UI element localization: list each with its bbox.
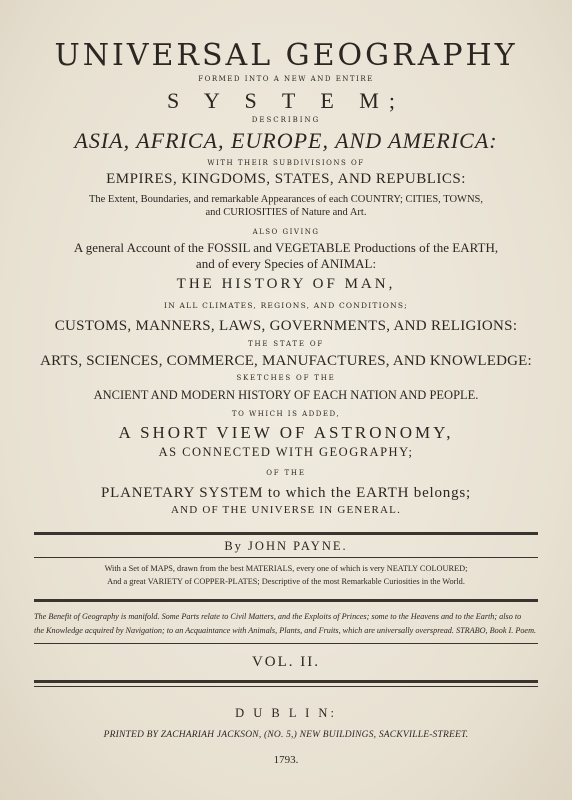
universe-line: AND OF THE UNIVERSE IN GENERAL. xyxy=(170,504,402,516)
connected-line: AS CONNECTED WITH GEOGRAPHY; xyxy=(158,445,414,459)
divider-rule xyxy=(34,599,538,602)
extent-line-1: The Extent, Boundaries, and remarkable Appearances of each COUNTRY; CITIES, TOWNS, xyxy=(88,194,484,205)
imprint-city: D U B L I N: xyxy=(235,706,337,720)
also-giving-line: ALSO GIVING xyxy=(252,228,320,236)
author-line: By JOHN PAYNE. xyxy=(224,539,348,553)
divider-rule xyxy=(34,532,538,535)
ancient-line: ANCIENT AND MODERN HISTORY OF EACH NATION AND PEOPLE. xyxy=(93,388,479,402)
imprint-year: 1793. xyxy=(273,754,299,766)
describing-line: DESCRIBING xyxy=(251,116,321,124)
customs-line: CUSTOMS, MANNERS, LAWS, GOVERNMENTS, AND RELIGIONS: xyxy=(54,318,518,334)
sketches-line: SKETCHES OF THE xyxy=(236,374,336,382)
planetary-line: PLANETARY SYSTEM to which the EARTH belongs; xyxy=(100,485,472,501)
astronomy-line: A SHORT VIEW OF ASTRONOMY, xyxy=(118,423,454,442)
maps-line-2: And a great VARIETY of COPPER-PLATES; Descriptive of the most Remarkable Curiosities in the World. xyxy=(107,577,465,586)
extent-line-2: and CURIOSITIES of Nature and Art. xyxy=(205,207,367,218)
epigraph-line-2: the Knowledge acquired by Navigation; to an Acquaintance with Animals, Plants, and Fruits, which are universally overspread. STRABO, Book I. Poem. xyxy=(34,626,537,635)
formed-into-line: FORMED INTO A NEW AND ENTIRE xyxy=(198,75,374,83)
book-title: UNIVERSAL GEOGRAPHY xyxy=(54,38,518,73)
imprint-printer: PRINTED BY ZACHARIAH JACKSON, (NO. 5,) NEW BUILDINGS, SACKVILLE-STREET. xyxy=(103,730,469,740)
divider-rule xyxy=(34,557,538,558)
epigraph-line-1: The Benefit of Geography is manifold. Some Parts relate to Civil Matters, and the Exploits of Princes; some to the Heavens and to the Earth; also to xyxy=(34,612,522,621)
of-the-line: OF THE xyxy=(266,469,306,477)
to-which-line: TO WHICH IS ADDED, xyxy=(231,410,341,418)
volume-label: VOL. II. xyxy=(251,654,321,670)
system-line: S Y S T E M; xyxy=(167,88,405,113)
state-of-line: THE STATE OF xyxy=(247,340,325,348)
divider-rule xyxy=(34,686,538,687)
history-of-man-line: THE HISTORY OF MAN, xyxy=(176,276,396,292)
divider-rule xyxy=(34,680,538,683)
continents-line: ASIA, AFRICA, EUROPE, AND AMERICA: xyxy=(74,128,498,153)
divider-rule xyxy=(34,643,538,644)
fossil-line-1: A general Account of the FOSSIL and VEGETABLE Productions of the EARTH, xyxy=(73,240,499,255)
fossil-line-2: and of every Species of ANIMAL: xyxy=(195,256,377,271)
maps-line-1: With a Set of MAPS, drawn from the best MATERIALS, every one of which is very NEATLY COLOURED; xyxy=(104,564,468,573)
subdivisions-line: WITH THEIR SUBDIVISIONS OF xyxy=(207,159,365,167)
climates-line: IN ALL CLIMATES, REGIONS, AND CONDITIONS; xyxy=(164,301,408,310)
empires-line: EMPIRES, KINGDOMS, STATES, AND REPUBLICS: xyxy=(106,171,466,187)
arts-line: ARTS, SCIENCES, COMMERCE, MANUFACTURES, AND KNOWLEDGE: xyxy=(40,353,532,369)
